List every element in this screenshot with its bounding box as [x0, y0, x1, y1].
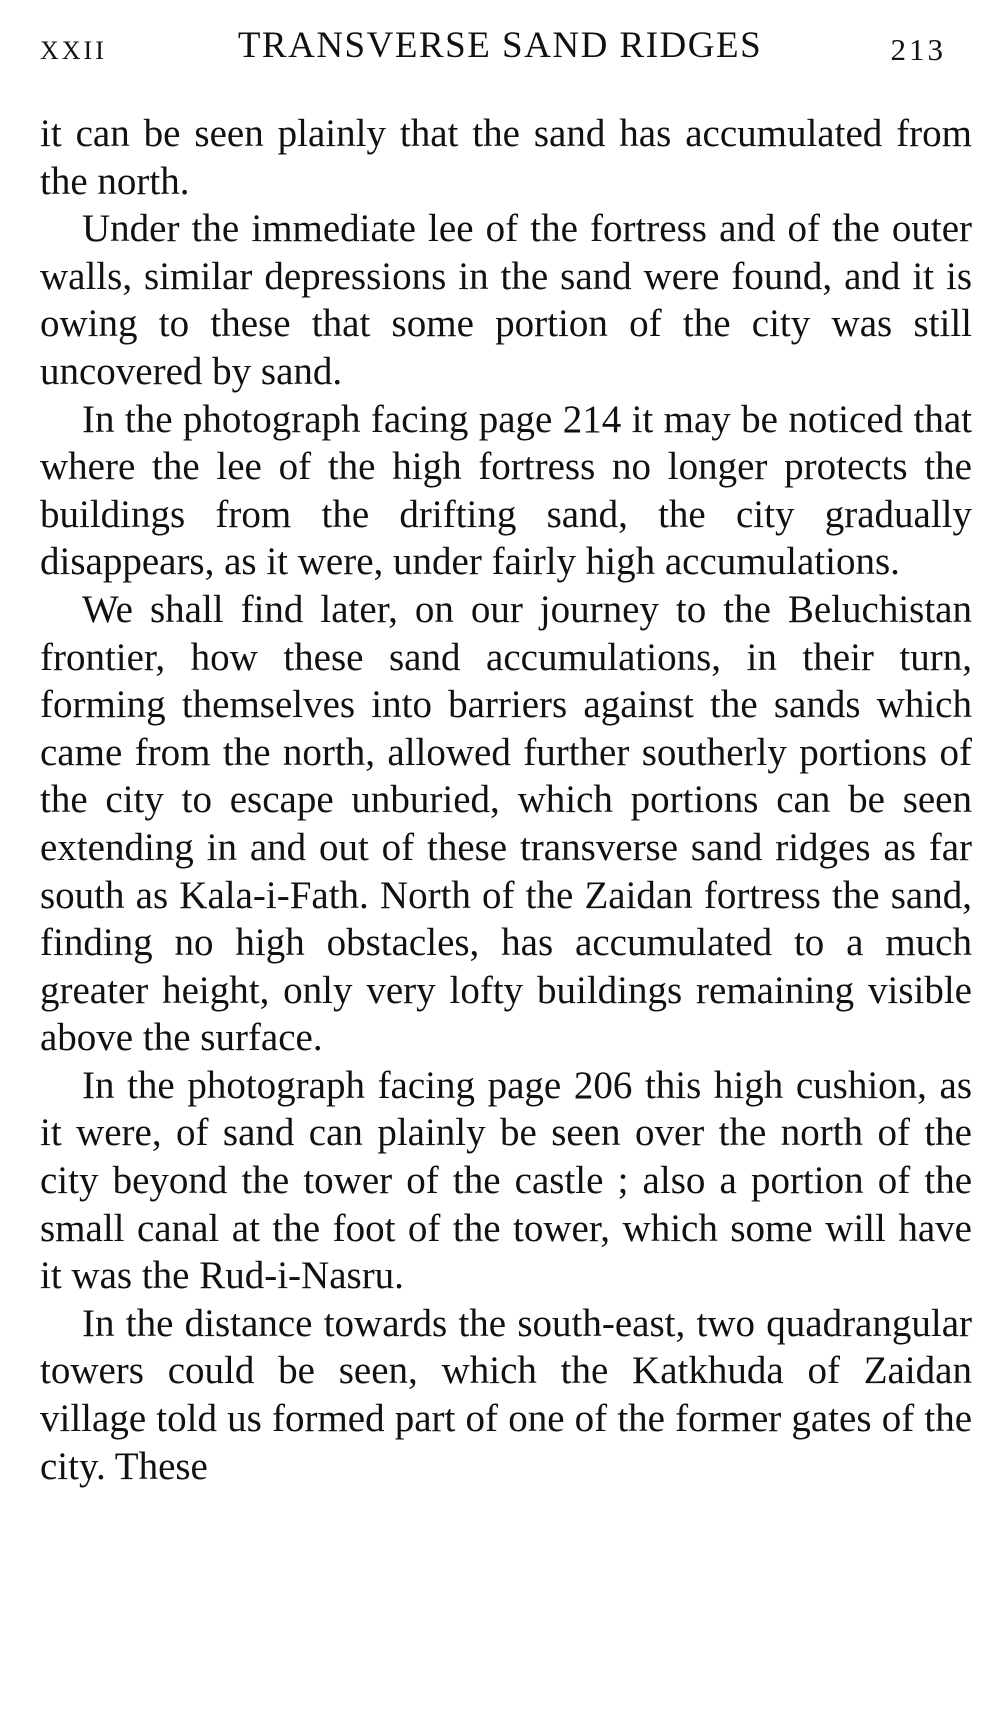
running-head: [40, 22, 960, 72]
paragraph: In the photograph facing page 206 this high cushion, as it were, of sand can plainly be seen over the north of the city beyond the tower of the castle ; also a portion of the small canal at the foot of the tower, which some will have it was the Rud-i-Nasru.: [40, 1063, 972, 1298]
page-number: 213: [890, 32, 946, 67]
paragraph: Under the immediate lee of the fortress and of the outer walls, similar depressions in the sand were found, and it is owing to these that some portion of the city was still uncovered by sand.: [40, 207, 972, 393]
paragraph: In the photograph facing page 214 it may be noticed that where the lee of the high fortress no longer protects the buildings from the drifting sand, the city gradually disappears, as it were, under fairly high accumulations.: [40, 397, 972, 584]
chapter-number: XXII: [40, 36, 107, 65]
running-title: TRANSVERSE SAND RIDGES: [237, 25, 763, 66]
body-text: [40, 110, 972, 1490]
paragraph: In the distance towards the south-east, two quadrangular towers could be seen, which the Katkhuda of Zaidan village told us formed part of one of the former gates of the city. These: [40, 1301, 972, 1488]
paragraph: We shall find later, on our journey to the Beluchistan frontier, how these sand accumulations, in their turn, forming themselves into barriers against the sands which came from the north, allowed further southerly portions of the city to escape unburied, which portions can be seen extending in and out of these transverse sand ridges as far south as Kala-i-Fath. North of the Zaidan fortress the sand, finding no high obstacles, has accumulated to a much greater height, only very lofty buildings remaining visible above the surface.: [40, 587, 972, 1060]
paragraph-continued: it can be seen plainly that the sand has accumulated from the north.: [40, 112, 972, 203]
